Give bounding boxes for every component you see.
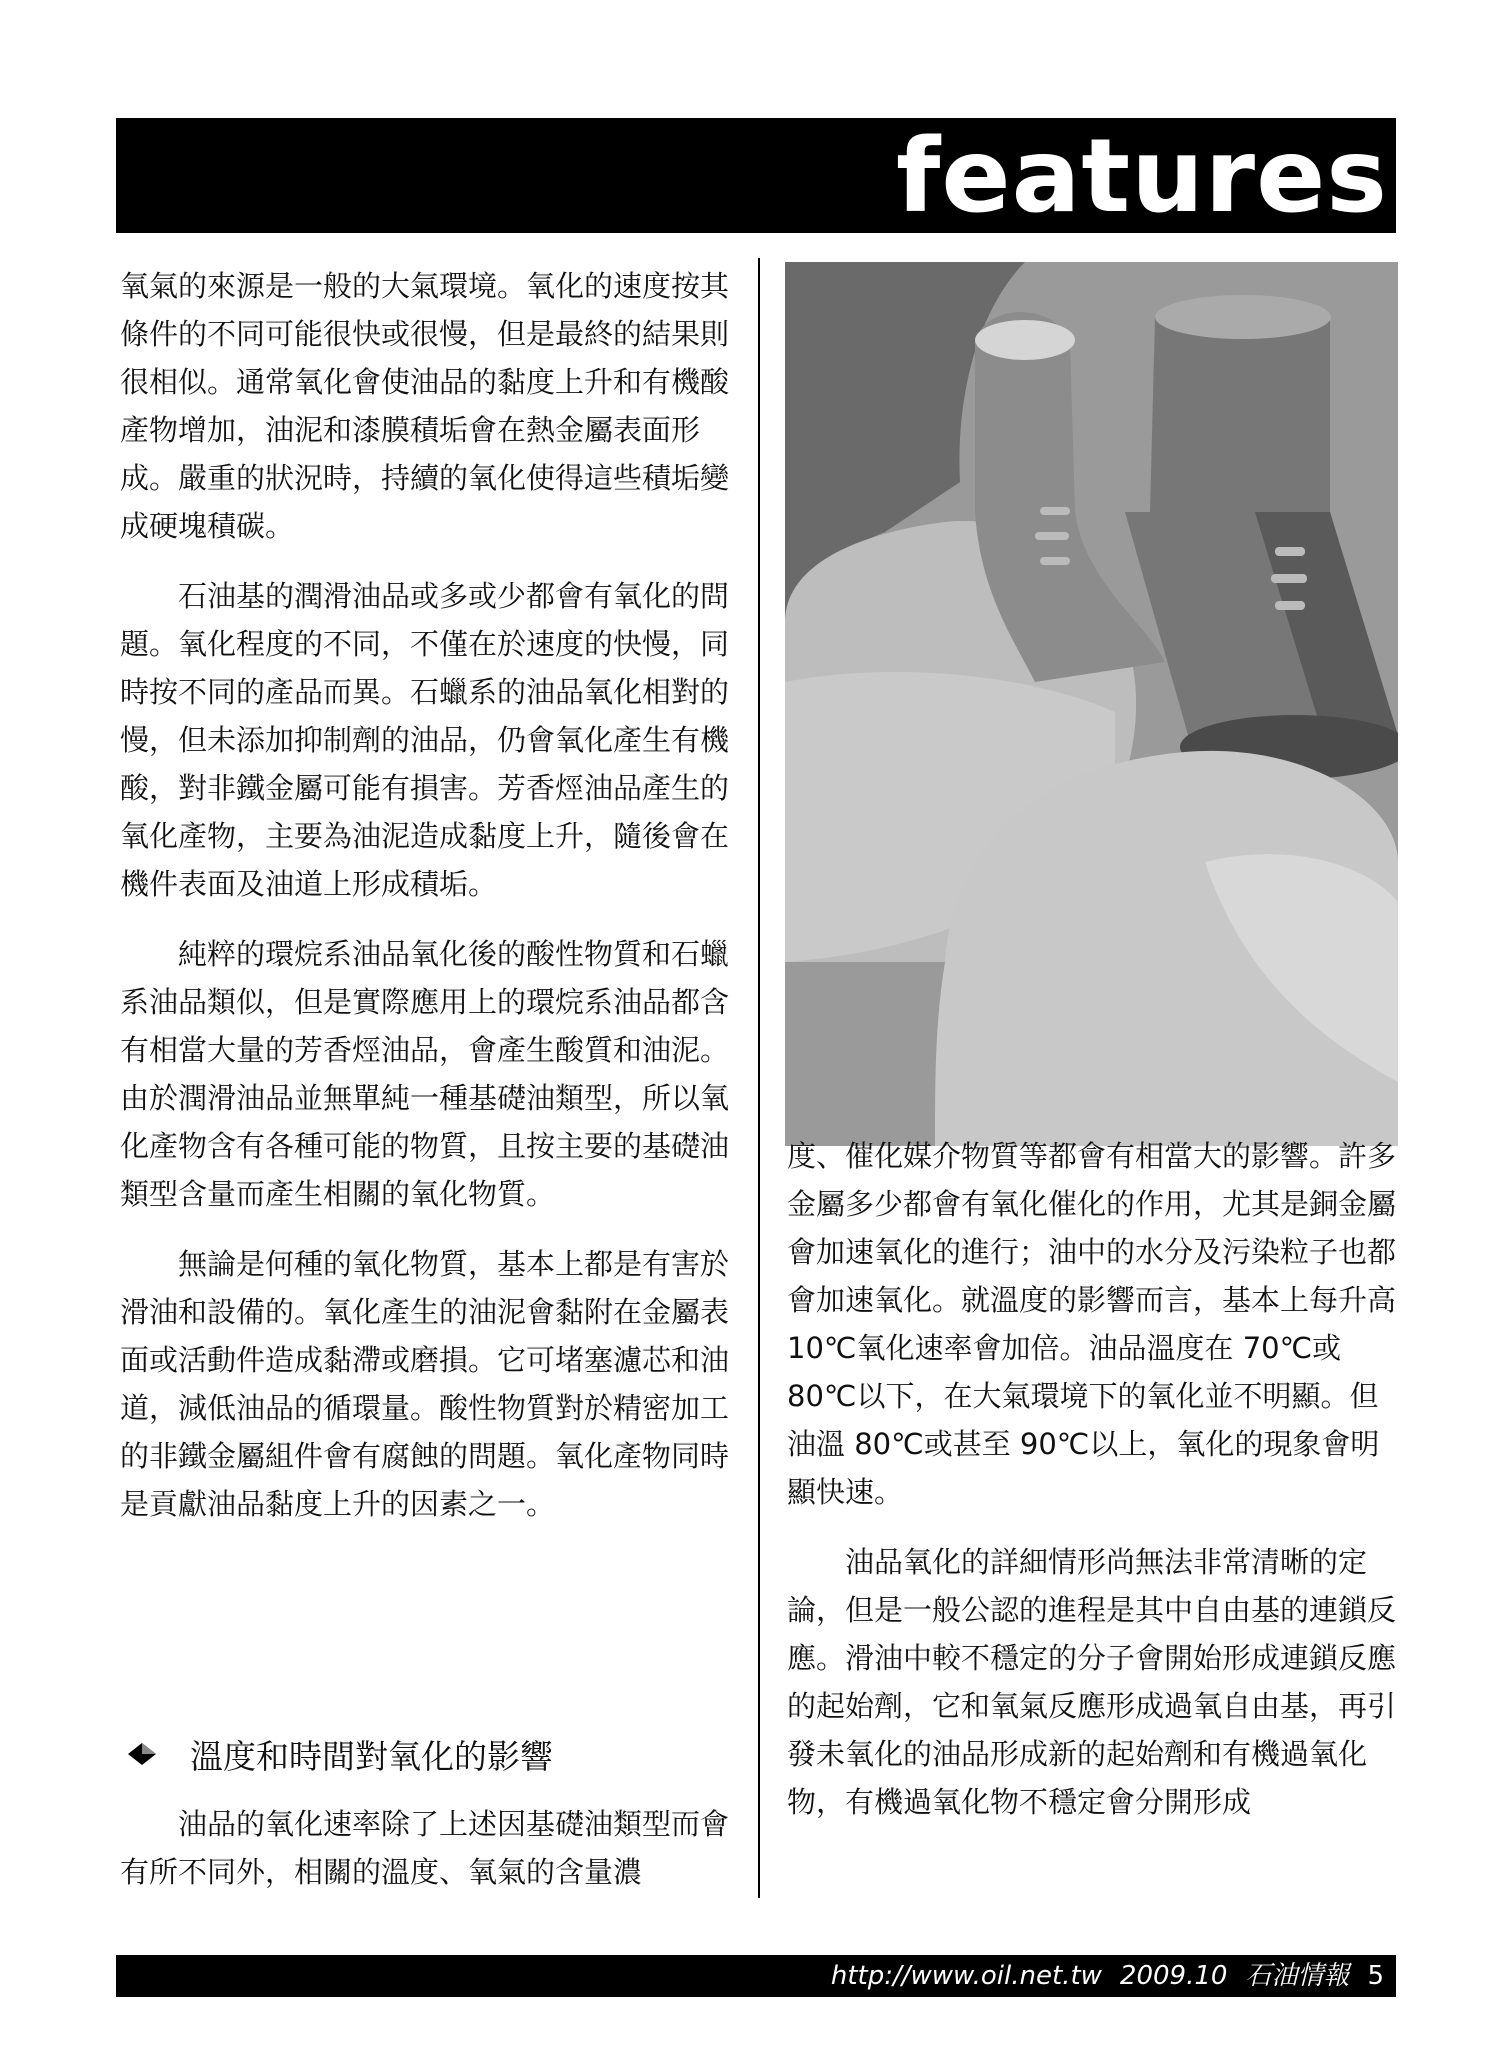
right-column (787, 1132, 1397, 1848)
page-title: features (896, 117, 1388, 236)
paragraph: 度、催化媒介物質等都會有相當大的影響。許多金屬多少都會有氧化催化的作用，尤其是銅金屬會加速氧化的進行；油中的水分及污染粒子也都會加速氧化。就溫度的影響而言，基本上每升高 10℃氧化速率會加倍。油品溫度在 70℃或 80℃以下，在大氣環境下的氧化並不明顯。但油溫 80℃或甚至 90℃以上，氧化的現象會明顯快速。 (787, 1139, 1397, 1509)
paragraph: 氧氣的來源是一般的大氣環境。氧化的速度按其條件的不同可能很快或很慢，但是最終的結果則很相似。通常氧化會使油品的黏度上升和有機酸產物增加，油泥和漆膜積垢會在熱金屬表面形成。嚴重的狀況時，持續的氧化使得這些積垢變成硬塊積碳。 (120, 269, 730, 543)
footer-text (813, 1955, 1384, 1997)
footer-url: http://www.oil.net.tw (830, 1961, 1102, 1991)
paragraph: 無論是何種的氧化物質，基本上都是有害於滑油和設備的。氧化產生的油泥會黏附在金屬表面或活動件造成黏滯或磨損。它可堵塞濾芯和油道，減低油品的循環量。酸性物質對於精密加工的非鐵金屬組件會有腐蝕的問題。氧化產物同時是貢獻油品黏度上升的因素之一。 (120, 1247, 730, 1521)
paragraph: 油品氧化的詳細情形尚無法非常清晰的定論，但是一般公認的進程是其中自由基的連鎖反應。滑油中較不穩定的分子會開始形成連鎖反應的起始劑，它和氧氣反應形成過氧自由基，再引發未氧化的油品形成新的起始劑和有機過氧化物，有機過氧化物不穩定會分開形成 (787, 1545, 1397, 1819)
column-divider (758, 258, 760, 1898)
left-column-tail (120, 1800, 730, 1918)
footer-publication: 石油情報 (1245, 1961, 1350, 1991)
header-bar (116, 117, 1396, 236)
paragraph: 純粹的環烷系油品氧化後的酸性物質和石蠟系油品類似，但是實際應用上的環烷系油品都含有相當大量的芳香烴油品，會產生酸質和油泥。由於潤滑油品並無單純一種基礎油類型，所以氧化產物含有各種可能的物質，且按主要的基礎油類型含量而產生相關的氧化物質。 (120, 937, 730, 1211)
page-number: 5 (1367, 1961, 1384, 1991)
section-heading (120, 1732, 730, 1776)
laboratory-flasks-icon (785, 262, 1398, 1146)
paragraph: 油品的氧化速率除了上述因基礎油類型而會有所不同外，相關的溫度、氧氣的含量濃 (120, 1807, 730, 1889)
footer-date: 2009.10 (1119, 1961, 1228, 1991)
paragraph: 石油基的潤滑油品或多或少都會有氧化的問題。氧化程度的不同，不僅在於速度的快慢，同時按不同的產品而異。石蠟系的油品氧化相對的慢，但未添加抑制劑的油品，仍會氧化產生有機酸，對非鐵金屬可能有損害。芳香烴油品產生的氧化產物，主要為油泥造成黏度上升，隨後會在機件表面及油道上形成積垢。 (120, 579, 730, 901)
left-column (120, 262, 730, 1550)
diamond-bullet-icon (120, 1739, 160, 1769)
section-heading-text: 溫度和時間對氧化的影響 (190, 1736, 553, 1776)
footer-bar (116, 1955, 1396, 1997)
